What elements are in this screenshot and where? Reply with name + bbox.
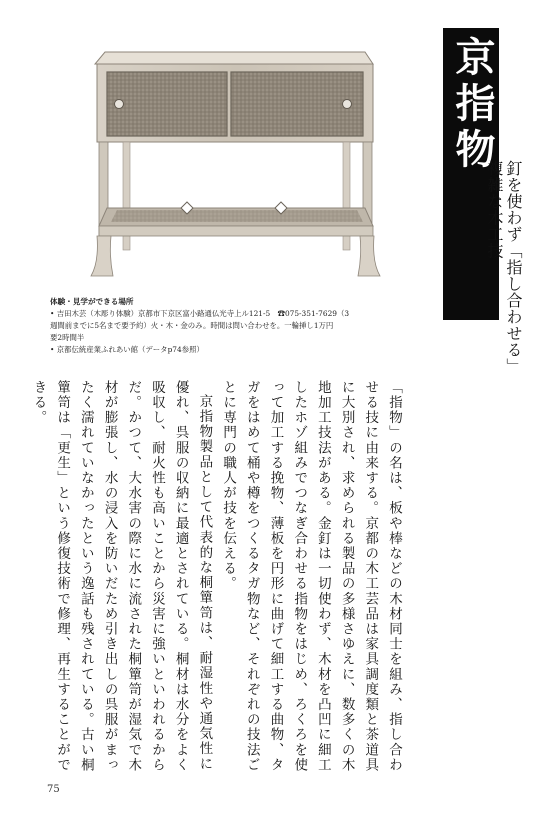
body-text [30,380,405,780]
caption-heading: 体験・見学ができる場所 [50,297,134,306]
photo-caption [50,296,410,356]
subtitle-line-2: 複雑な木工技 [485,160,504,259]
caption-line: • 京都伝統産業ふれあい館（データp74参照） [50,345,204,354]
page-number: 75 [47,784,60,795]
body-paragraph-1: 「指物」の名は、板や棒などの木材同士を組み、指し合わせる技に由来する。京都の木工芸品は家具調度類と茶道具に大別され、求められる製品の多様さゆえに、数多くの木地加工技法がある。金釘は一切使わず、木材を凸凹に細工したホゾ組みでつなぎ合わせる指物をはじめ、ろくろを使って加工する挽物、薄板を円形に曲げて細工する曲物、タガをはめて桶や樽をつくるタガ物など、それぞれの技法ごとに専門の職人が技を伝える。 [220,380,402,773]
page-title: 京指物 [449,36,495,174]
caption-line: 要2時間半 [50,333,85,342]
caption-line: 週間前までに5名まで要予約）火・木・金のみ。時間は問い合わせを。一輪挿し1万円 [50,321,334,330]
body-paragraph-2: 京指物製品として代表的な桐簞笥は、耐湿性や通気性に優れ、呉服の収納に最適とされている。桐材は水分をよく吸収し、耐火性も高いことから災害に強いといわれるからだ。かつて、大水害の際に水に流された桐簞笥が湿気で木材が膨張し、水の浸入を防いだため引き出しの呉服がまったく濡れていなかったという逸話も残されている。古い桐簞笥は「更生」という修復技術で修理、再生することができる。 [30,380,213,773]
cabinet-photo [47,30,392,298]
subtitle-line-1: 釘を使わず「指し合わせる」 [504,160,523,375]
caption-line: • 吉田木芸（木彫り体験）京都市下京区富小路通仏光寺上ル121-5 ☎075-351-7629（3 [50,309,350,318]
